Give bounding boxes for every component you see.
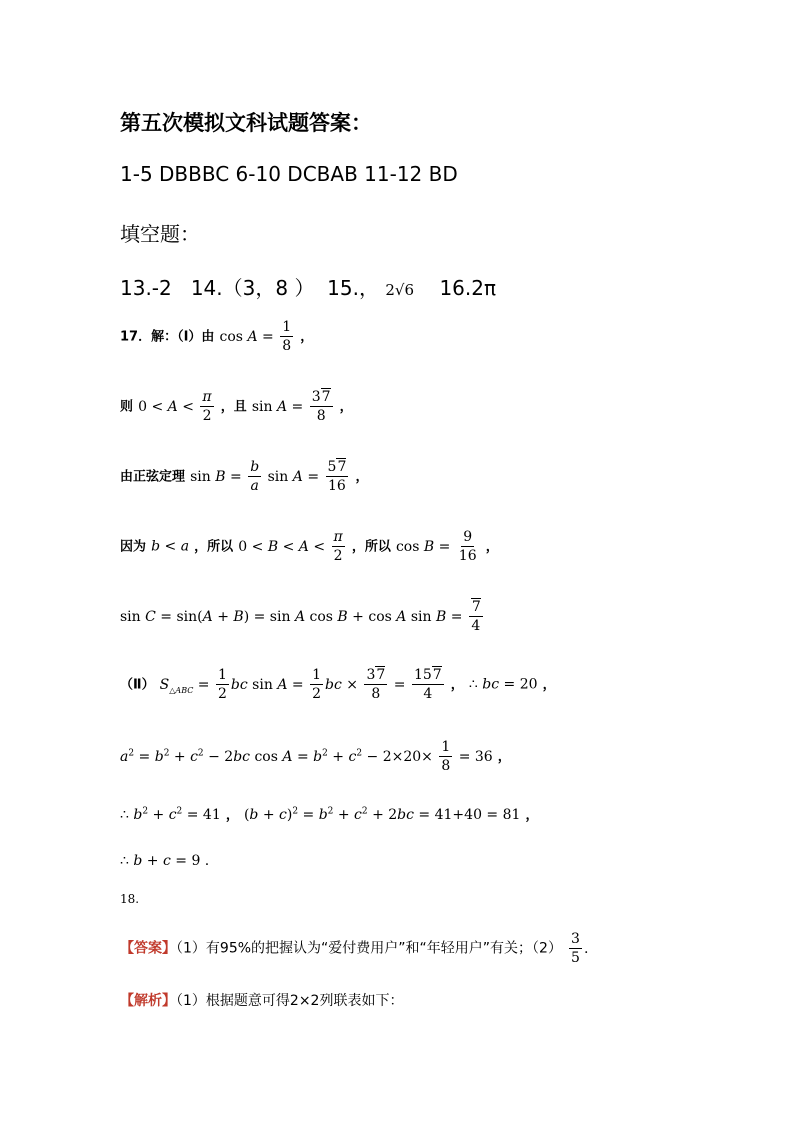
formula: sin A = $\frac{37}{8}$ [251,389,331,424]
formula: ∴ bc = 20 [468,676,538,693]
frac-num: 3 [571,931,580,947]
comma: ， [450,677,464,693]
answer-tag: 【答案】 [120,940,176,957]
comma: ， [497,749,511,765]
formula: b < a [151,538,190,555]
fill-answers [120,272,496,301]
q18-answer [120,930,588,967]
q17-line-3 [120,458,368,495]
answer-15-value: 2√6 [385,281,414,299]
choice-answers: 1-5 DBBBC 6-10 DCBAB 11-12 BD [120,162,458,186]
comma: ， [525,808,539,823]
answer-13: 13.-2 [120,276,172,300]
q18-analysis [120,990,403,1010]
text: （Ⅱ） [120,677,155,693]
q17-line-5 [120,598,485,635]
formula: 0 < B < A < $\frac{\pi}{2}$ [238,529,343,564]
formula: $(b + c)^2 = b^2 + c^2 + 2bc = 41+40 = 81$ [243,806,521,823]
comma: ， [355,469,369,485]
q17-line-9 [120,850,209,869]
fill-heading: 填空题： [120,222,200,246]
formula: $S_{\triangle ABC}$ = $\frac{1}{2}$ bc sin A = $\frac{1}{2}$ bc × $\frac{37}{8}$ = $\frac{157}{4}$ [159,667,442,702]
q17-line-4 [120,528,499,565]
q17-line-8 [120,804,539,823]
formula: ∴ $b^2 + c^2 = 41$ [120,806,221,823]
text: 则 [120,399,134,415]
text: ，所以 [194,539,234,555]
comma: ， [225,808,239,823]
text: ，所以 [351,539,391,555]
answer-16: 16.2π [439,276,497,300]
q18-number: 18. [120,892,140,906]
comma: ， [339,399,353,415]
formula: cos A = $\frac{1}{8}$ [219,319,292,354]
formula: sin C = sin(A + B) = sin A cos B + cos A sin B = $\frac{7}{4}$ [120,599,481,634]
analysis-text: （1）根据题意可得2×2列联表如下： [176,993,404,1009]
q17-line-6 [120,666,556,703]
comma: ， [542,677,556,693]
formula: $a^2 = b^2 + c^2 - 2bc$ $\cos A = b^2 + c^2 - 2\times 20\times$ $\frac{1}{8}$ = 36 [120,739,493,774]
text: ，且 [220,399,247,415]
formula: $\frac{3}{5}$ . [571,931,589,966]
formula: cos B = $\frac{9}{16}$ [395,529,477,564]
page-title: 第五次模拟文科试题答案： [120,111,372,135]
q17-line-7 [120,738,511,775]
formula: 0 < A < $\frac{\pi}{2}$ [138,389,212,424]
formula: sin B = $\frac{b}{a}$ sin A = $\frac{57}{16}$ [190,459,347,494]
analysis-tag: 【解析】 [120,993,176,1009]
answer-14: 14.（3，8 ） [190,276,315,300]
q17-prefix: 17．解：（Ⅰ）由 [120,329,215,345]
answer-15: 15.， [327,276,379,300]
q17-line-2 [120,388,353,425]
answer-text: （1）有95%的把握认为“爱付费用户”和“年轻用户”有关；（2） [176,940,562,957]
text: 因为 [120,539,147,555]
q17-line-1 [120,318,313,355]
text: 由正弦定理 [120,469,186,485]
frac-den: 5 [571,950,580,966]
comma: ， [485,539,499,555]
comma: ， [300,329,314,345]
formula: ∴ b + c = 9 . [120,853,210,869]
